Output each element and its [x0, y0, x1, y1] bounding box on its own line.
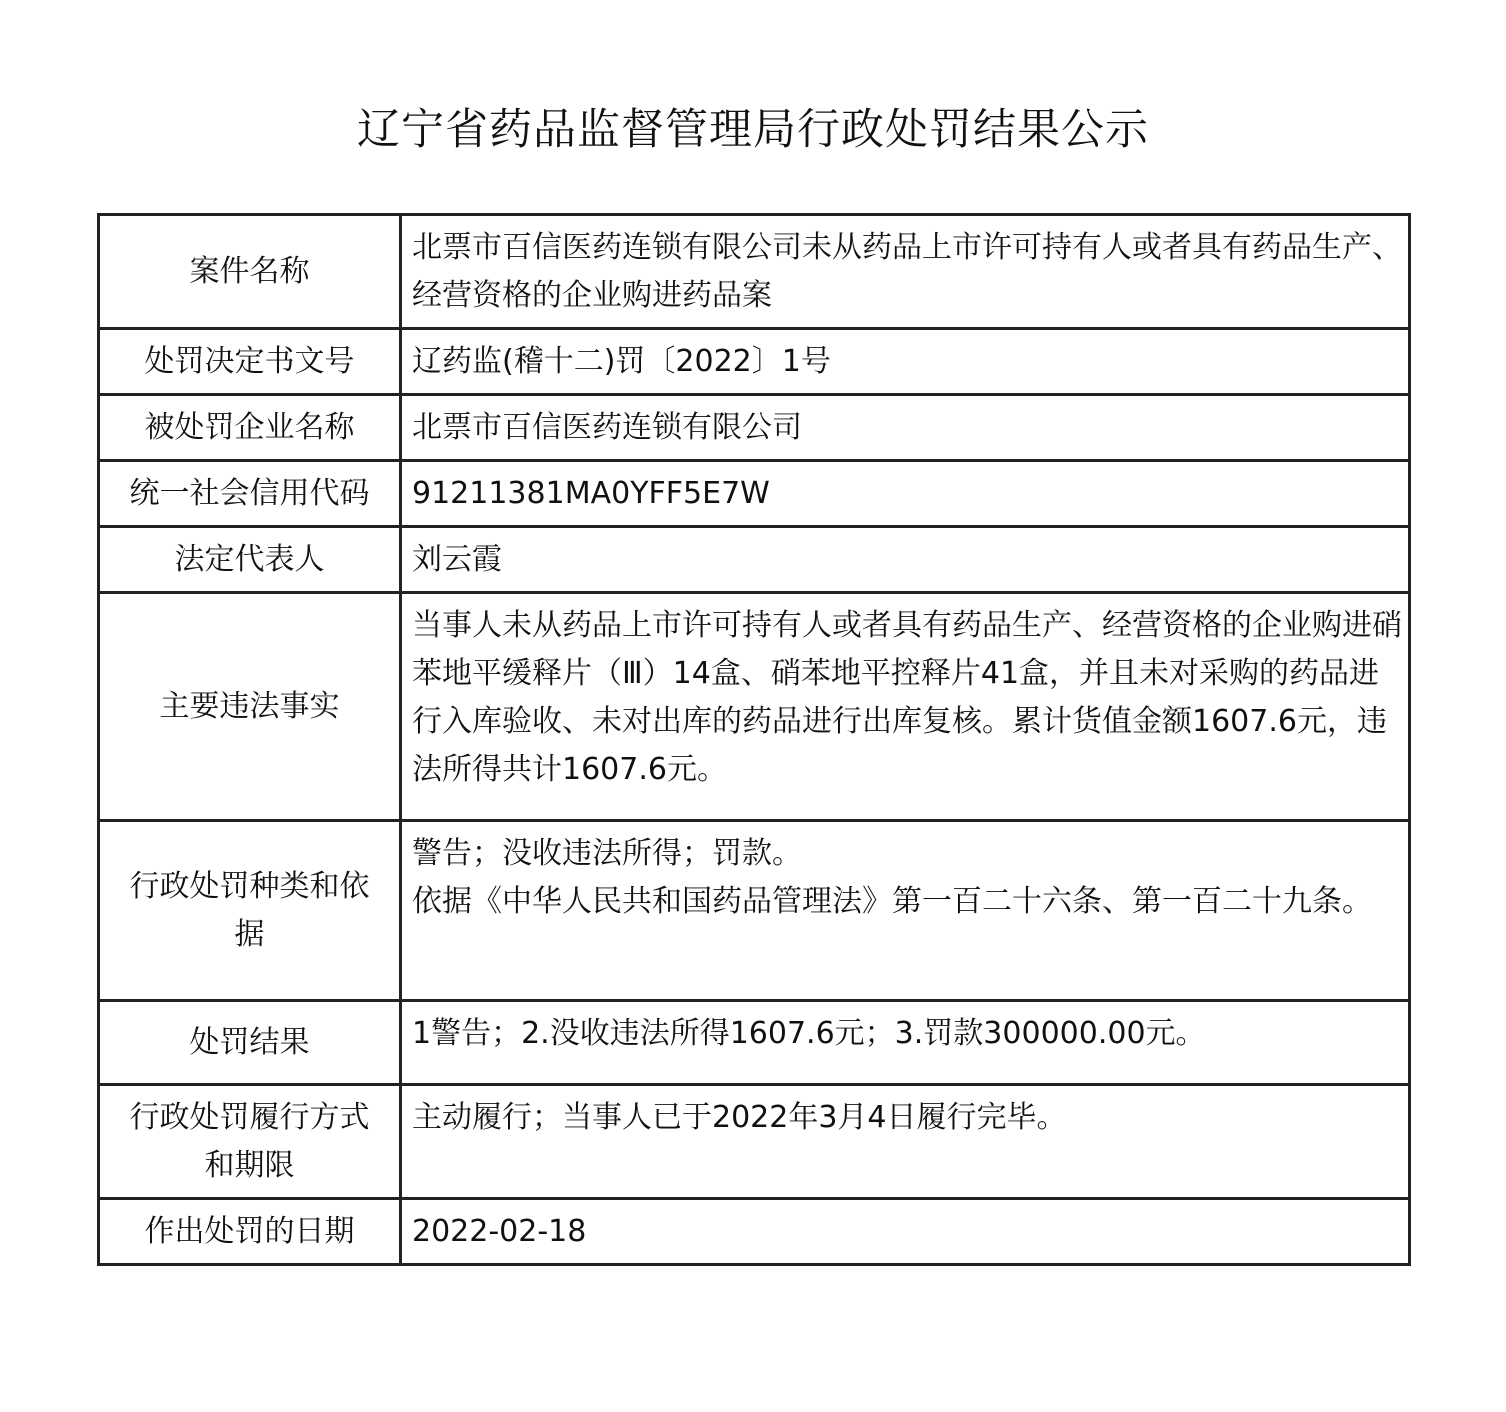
row-value: 当事人未从药品上市许可持有人或者具有药品生产、经营资格的企业购进硝苯地平缓释片（Ⅲ）14盒、硝苯地平控释片41盒，并且未对采购的药品进行入库验收、未对出库的药品进行出库复核。累计货值金额1607.6元，违法所得共计1607.6元。: [401, 593, 1410, 821]
row-value: [401, 821, 1410, 1001]
row-label: 作出处罚的日期: [99, 1199, 401, 1265]
table-row-legal-representative: [99, 527, 1410, 593]
row-value: 91211381MA0YFF5E7W: [401, 461, 1410, 527]
row-value: 北票市百信医药连锁有限公司未从药品上市许可持有人或者具有药品生产、经营资格的企业购进药品案: [401, 215, 1410, 329]
table-row-violation-facts: [99, 593, 1410, 821]
table-row-case-name: [99, 215, 1410, 329]
row-label: 主要违法事实: [99, 593, 401, 821]
table-row-decision-number: [99, 329, 1410, 395]
row-label: 统一社会信用代码: [99, 461, 401, 527]
row-value: 主动履行；当事人已于2022年3月4日履行完毕。: [401, 1085, 1410, 1199]
row-value: 辽药监(稽十二)罚〔2022〕1号: [401, 329, 1410, 395]
row-value: 1警告；2.没收违法所得1607.6元；3.罚款300000.00元。: [401, 1001, 1410, 1085]
page-title: 辽宁省药品监督管理局行政处罚结果公示: [357, 105, 1149, 155]
row-label: 行政处罚履行方式和期限: [99, 1085, 401, 1199]
penalty-basis-line: 依据《中华人民共和国药品管理法》第一百二十六条、第一百二十九条。: [412, 884, 1372, 919]
row-value: 北票市百信医药连锁有限公司: [401, 395, 1410, 461]
row-label: 处罚决定书文号: [99, 329, 401, 395]
table-row-penalty-result: [99, 1001, 1410, 1085]
row-value: 刘云霞: [401, 527, 1410, 593]
row-label: 法定代表人: [99, 527, 401, 593]
row-label: 处罚结果: [99, 1001, 401, 1085]
table-row-penalty-type-basis: [99, 821, 1410, 1001]
row-value: 2022-02-18: [401, 1199, 1410, 1265]
row-label: 行政处罚种类和依据: [99, 821, 401, 1001]
table-row-decision-date: [99, 1199, 1410, 1265]
row-label: 被处罚企业名称: [99, 395, 401, 461]
table-row-credit-code: [99, 461, 1410, 527]
table-row-company-name: [99, 395, 1410, 461]
row-label: 案件名称: [99, 215, 401, 329]
penalty-type-line: 警告；没收违法所得；罚款。: [412, 836, 802, 871]
penalty-info-table: [97, 213, 1411, 1266]
table-row-performance-method: [99, 1085, 1410, 1199]
